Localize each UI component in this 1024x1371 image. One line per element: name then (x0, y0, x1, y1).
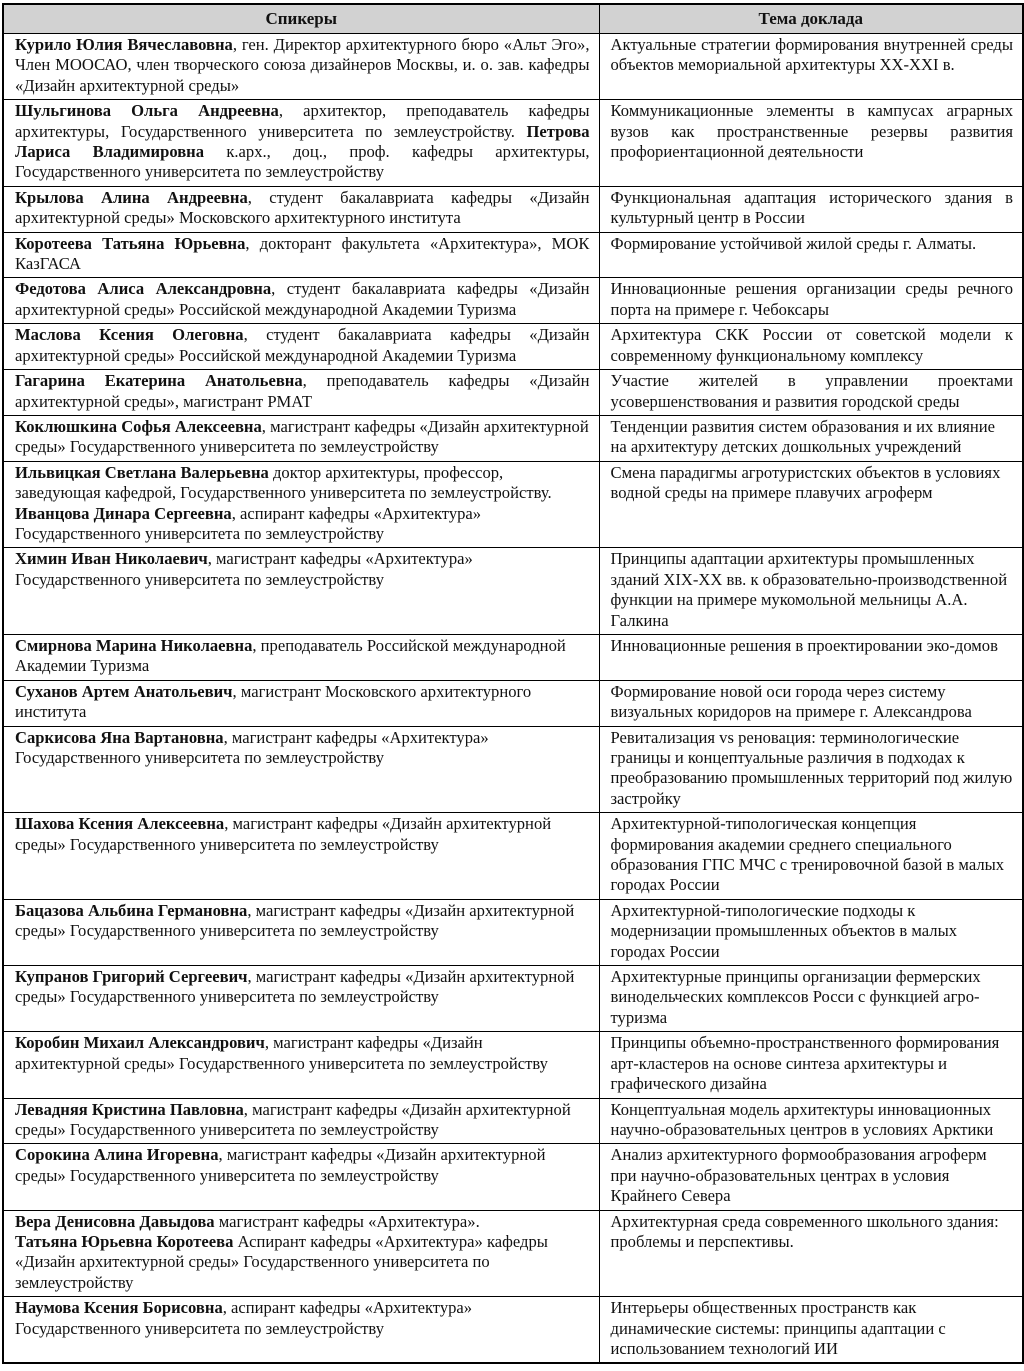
topic-cell: Архитектурной-типологическая концепция формирования академии среднего специального образования ГПС МЧС с тренировочной базой в малых городах России (599, 813, 1023, 900)
table-row (3, 278, 1023, 324)
speaker-name: Петрова Лариса Владимировна (15, 121, 590, 162)
speaker-description: , докторант факультета «Архитектура», МОК КазГАСА (15, 233, 590, 274)
speaker-description: , аспирант кафедры «Архитектура» Государственного университета по землеустройству (15, 503, 482, 543)
table-row (3, 966, 1023, 1032)
speaker-cell (3, 899, 599, 965)
table-row (3, 899, 1023, 965)
speaker-description: , магистрант кафедры «Архитектура» Государственного университета по землеустройству (15, 549, 473, 589)
speaker-cell (3, 415, 599, 461)
speaker-description: , магистрант кафедры «Дизайн архитектурной среды» Государственного университета по землеустройству (15, 1099, 571, 1139)
speaker-description: , ген. Директор архитектурного бюро «Альт Эго», Член МООСАО, член творческого союза дизайнеров Москвы, и. о. зав. кафедры «Дизайн архитектурной среды» (15, 35, 590, 95)
topic-cell: Ревитализация vs реновация: терминологические границы и концептуальные различия в подходах к преобразованию промышленных территорий под жилую застройку (599, 726, 1023, 813)
speaker-name: Федотова Алиса Александровна (15, 279, 272, 299)
table-row (3, 726, 1023, 813)
table-row (3, 1098, 1023, 1144)
topic-cell: Инновационные решения организации среды речного порта на примере г. Чебоксары (599, 278, 1023, 324)
speaker-cell (3, 461, 599, 548)
speaker-description: , магистрант кафедры «Дизайн архитектурной среды» Государственного университета по землеустройству (15, 1033, 548, 1073)
speaker-name: Гагарина Екатерина Анатольевна (15, 371, 303, 391)
speaker-name: Вера Денисовна Давыдова (15, 1211, 215, 1231)
topic-cell: Формирование новой оси города через систему визуальных коридоров на примере г. Александрова (599, 680, 1023, 726)
speaker-cell (3, 278, 599, 324)
col-header-topic: Тема доклада (599, 4, 1023, 34)
speaker-name: Левадняя Кристина Павловна (15, 1099, 244, 1119)
speaker-name: Коклюшкина Софья Алексеевна (15, 416, 262, 436)
speaker-cell (3, 370, 599, 416)
speaker-cell (3, 100, 599, 187)
table-row (3, 548, 1023, 635)
speaker-name: Суханов Артем Анатольевич (15, 681, 233, 701)
table-row (3, 324, 1023, 370)
table-row (3, 415, 1023, 461)
table-row (3, 186, 1023, 232)
speakers-table (2, 3, 1024, 1364)
speaker-description: , магистрант кафедры «Архитектура» Государственного университета по землеустройству (15, 727, 489, 767)
speaker-description: к.арх., доц., проф. кафедры архитектуры, Государственного университета по землеустройству (15, 142, 590, 182)
speaker-description: , аспирант кафедры «Архитектура» Государственного университета по землеустройству (15, 1298, 473, 1338)
speaker-description: , студент бакалавриата кафедры «Дизайн архитектурной среды» Московского архитектурного института (15, 187, 590, 228)
table-row (3, 461, 1023, 548)
speaker-cell (3, 1144, 599, 1210)
speaker-description: , магистрант кафедры «Дизайн архитектурной среды» Государственного университета по землеустройству (15, 1145, 546, 1185)
speaker-description: , магистрант Московского архитектурного института (15, 681, 532, 722)
speaker-description: , студент бакалавриата кафедры «Дизайн архитектурной среды» Российской международной Академии Туризма (15, 325, 590, 365)
speaker-cell (3, 1032, 599, 1098)
speaker-name: Шульгинова Ольга Андреевна (15, 101, 279, 121)
topic-cell: Участие жителей в управлении проектами усовершенствования и развития городской среды (599, 370, 1023, 416)
speaker-name: Шахова Ксения Алексеевна (15, 814, 225, 834)
speaker-description: , магистрант кафедры «Дизайн архитектурной среды» Государственного университета по землеустройству (15, 416, 589, 457)
topic-cell: Тенденции развития систем образования и их влияние на архитектуру детских дошкольных учреждений (599, 415, 1023, 461)
speaker-cell (3, 726, 599, 813)
speaker-name: Маслова Ксения Олеговна (15, 325, 244, 345)
topic-cell: Функциональная адаптация исторического здания в культурный центр в России (599, 186, 1023, 232)
table-row (3, 1297, 1023, 1364)
speaker-name: Смирнова Марина Николаевна (15, 635, 253, 655)
table-row (3, 232, 1023, 278)
speaker-cell (3, 324, 599, 370)
speaker-cell (3, 1297, 599, 1364)
speaker-name: Саркисова Яна Вартановна (15, 727, 224, 747)
speaker-description: магистрант кафедры «Архитектура». (214, 1211, 480, 1231)
speaker-cell (3, 1210, 599, 1297)
speaker-description: доктор архитектуры, профессор, заведующая кафедрой, Государственного университета по землеустройству. (15, 462, 552, 503)
table-row (3, 1210, 1023, 1297)
topic-cell: Принципы объемно-пространственного формирования арт-кластеров на основе синтеза архитектуры и графического дизайна (599, 1032, 1023, 1098)
topic-cell: Архитектура СКК России от советской модели к современному функциональному комплексу (599, 324, 1023, 370)
table-row (3, 34, 1023, 100)
speaker-name: Иванцова Динара Сергеевна (15, 503, 232, 523)
topic-cell: Смена парадигмы агротуристских объектов в условиях водной среды на примере плавучих агроферм (599, 461, 1023, 548)
topic-cell: Актуальные стратегии формирования внутренней среды объектов мемориальной архитектуры XX-XXI в. (599, 34, 1023, 100)
speaker-name: Ильвицкая Светлана Валерьевна (15, 462, 269, 482)
table-row (3, 370, 1023, 416)
speaker-description: , преподаватель Российской международной Академии Туризма (15, 635, 566, 676)
speaker-cell (3, 634, 599, 680)
speaker-cell (3, 34, 599, 100)
speaker-cell (3, 680, 599, 726)
table-row (3, 100, 1023, 187)
speaker-name: Крылова Алина Андреевна (15, 187, 248, 207)
speaker-description: , магистрант кафедры «Дизайн архитектурной среды» Государственного университета по землеустройству (15, 967, 575, 1007)
table-row (3, 680, 1023, 726)
speaker-cell (3, 1098, 599, 1144)
speaker-name: Купранов Григорий Сергеевич (15, 967, 248, 987)
topic-cell: Инновационные решения в проектировании эко-домов (599, 634, 1023, 680)
topic-cell: Архитектурной-типологические подходы к модернизации промышленных объектов в малых городах России (599, 899, 1023, 965)
speaker-name: Татьяна Юрьевна Коротеева (15, 1231, 234, 1251)
speaker-description: , магистрант кафедры «Дизайн архитектурной среды» Государственного университета по землеустройству (15, 900, 575, 941)
speaker-name: Коробин Михаил Александрович (15, 1033, 265, 1053)
speaker-description: Аспирант кафедры «Архитектура» кафедры «Дизайн архитектурной среды» Государственного университета по землеустройству (15, 1231, 548, 1292)
table-row (3, 813, 1023, 900)
table-row (3, 634, 1023, 680)
speaker-cell (3, 548, 599, 635)
topic-cell: Архитектурные принципы организации фермерских винодельческих комплексов Росси с функцией агро-туризма (599, 966, 1023, 1032)
speaker-description: , студент бакалавриата кафедры «Дизайн архитектурной среды» Российской международной Академии Туризма (15, 279, 590, 319)
topic-cell: Формирование устойчивой жилой среды г. Алматы. (599, 232, 1023, 278)
speaker-name: Курило Юлия Вячеславовна (15, 35, 233, 54)
topic-cell: Принципы адаптации архитектуры промышленных зданий XIX-XX вв. к образовательно-производственной функции на примере мукомольной мельницы А.А. Галкина (599, 548, 1023, 635)
col-header-speakers: Спикеры (3, 4, 599, 34)
speaker-cell (3, 186, 599, 232)
table-body (3, 34, 1023, 1364)
topic-cell: Архитектурная среда современного школьного здания: проблемы и перспективы. (599, 1210, 1023, 1297)
table-row (3, 1032, 1023, 1098)
speaker-name: Наумова Ксения Борисовна (15, 1298, 223, 1318)
speaker-cell (3, 966, 599, 1032)
header-row (3, 4, 1023, 34)
speaker-name: Сорокина Алина Игоревна (15, 1145, 219, 1165)
speaker-description: , преподаватель кафедры «Дизайн архитектурной среды», магистрант РМАТ (15, 371, 590, 411)
speaker-name: Химин Иван Николаевич (15, 549, 208, 569)
topic-cell: Концептуальная модель архитектуры инновационных научно-образовательных центров в условиях Арктики (599, 1098, 1023, 1144)
speaker-name: Бацазова Альбина Германовна (15, 900, 248, 920)
topic-cell: Анализ архитектурного формообразования агроферм при научно-образовательных центрах в условия Крайнего Севера (599, 1144, 1023, 1210)
speaker-cell (3, 232, 599, 278)
speaker-description: , магистрант кафедры «Дизайн архитектурной среды» Государственного университета по землеустройству (15, 814, 552, 854)
table-row (3, 1144, 1023, 1210)
speaker-description: , архитектор, преподаватель кафедры архитектуры, Государственного университета по землеустройству. (15, 101, 590, 141)
speaker-name: Коротеева Татьяна Юрьевна (15, 233, 246, 253)
topic-cell: Интерьеры общественных пространств как динамические системы: принципы адаптации с использованием технологий ИИ (599, 1297, 1023, 1364)
topic-cell: Коммуникационные элементы в кампусах аграрных вузов как пространственные резервы развития профориентационной деятельности (599, 100, 1023, 187)
speaker-cell (3, 813, 599, 900)
